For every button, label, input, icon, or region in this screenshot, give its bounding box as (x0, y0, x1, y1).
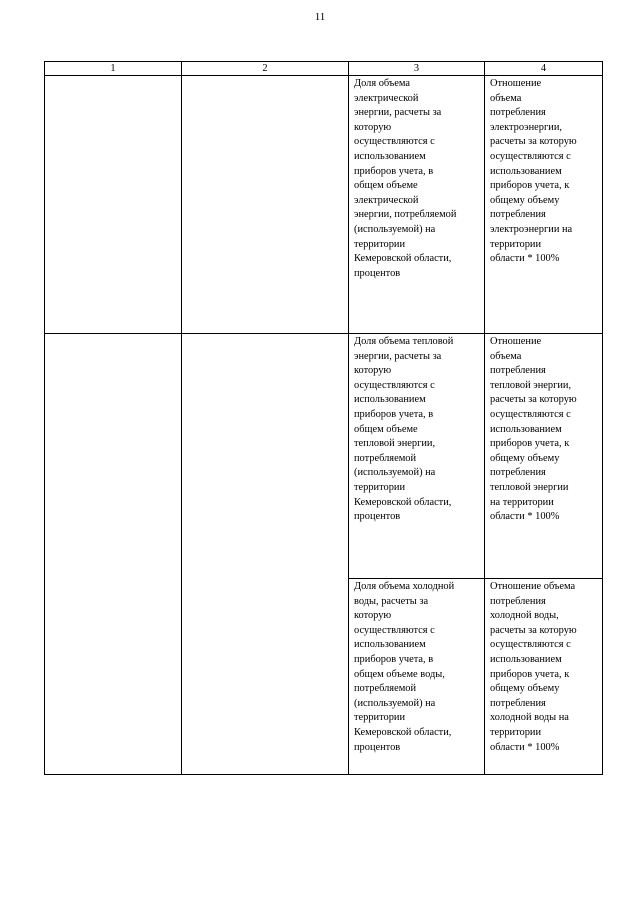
row-1-col-1 (45, 76, 182, 334)
indicators-table (44, 61, 603, 775)
column-header-4: 4 (485, 62, 603, 76)
row-1-formula: Отношение объема потребления электроэнергии, расчеты за которую осуществляются с использованием приборов учета, к общему объему потребления электроэнергии на территории области * 100% (485, 76, 603, 334)
row-2-formula: Отношение объема потребления тепловой энергии, расчеты за которую осуществляются с использованием приборов учета, к общему объему потребления тепловой энергии на территории области * 100% (485, 334, 603, 579)
column-header-1: 1 (45, 62, 182, 76)
row-2-col-2 (182, 334, 349, 775)
row-2-col-1 (45, 334, 182, 775)
row-3-formula: Отношение объема потребления холодной воды, расчеты за которую осуществляются с использованием приборов учета, к общему объему потребления холодной воды на территории области * 100% (485, 579, 603, 775)
column-header-3: 3 (349, 62, 485, 76)
table-header-row (45, 62, 603, 76)
table-row (45, 334, 603, 579)
page-number: 11 (314, 11, 326, 23)
row-2-indicator: Доля объема тепловой энергии, расчеты за которую осуществляются с использованием приборов учета, в общем объеме тепловой энергии, потребляемой (используемой) на территории Кемеровской области, процентов (349, 334, 485, 579)
row-1-indicator: Доля объема электрической энергии, расчеты за которую осуществляются с использованием приборов учета, в общем объеме электрической энергии, потребляемой (используемой) на территории Кемеровской области, процентов (349, 76, 485, 334)
row-1-col-2 (182, 76, 349, 334)
column-header-2: 2 (182, 62, 349, 76)
table-row (45, 76, 603, 334)
row-3-indicator: Доля объема холодной воды, расчеты за которую осуществляются с использованием приборов учета, в общем объеме воды, потребляемой (используемой) на территории Кемеровской области, процентов (349, 579, 485, 775)
